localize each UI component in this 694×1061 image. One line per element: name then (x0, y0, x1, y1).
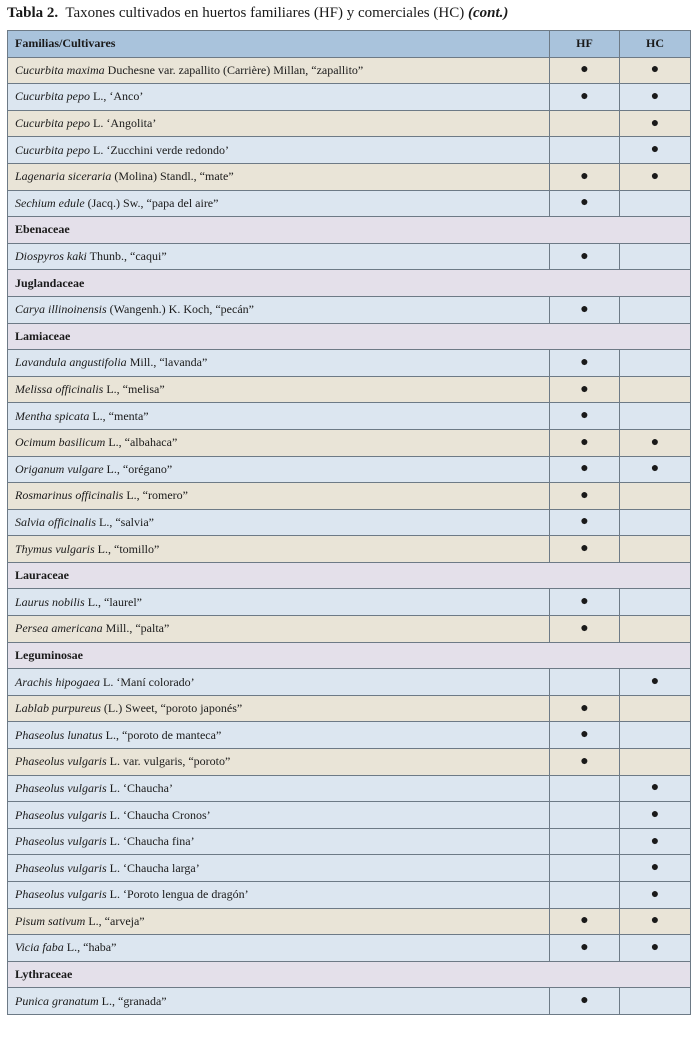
authority-and-common-name: (L.) Sweet, “poroto japonés” (100, 701, 243, 716)
scientific-name: Origanum vulgare (15, 461, 104, 476)
column-header-hc: HC (620, 31, 691, 58)
taxon-name (8, 749, 550, 776)
hc-cell (620, 882, 691, 909)
hf-bullet: ● (580, 993, 589, 1009)
taxon-name (8, 828, 550, 855)
hf-bullet: ● (580, 461, 589, 477)
taxon-row (8, 403, 691, 430)
taxon-name (8, 137, 550, 164)
hc-bullet: ● (650, 913, 660, 929)
scientific-name: Pisum sativum (15, 913, 86, 928)
family-name: Leguminosae (8, 642, 691, 669)
family-row (8, 217, 691, 244)
taxon-name (8, 163, 550, 190)
taxa-table (7, 30, 691, 1015)
scientific-name: Phaseolus lunatus (15, 727, 103, 742)
hc-bullet: ● (650, 168, 660, 184)
hf-bullet: ● (580, 939, 589, 955)
hc-bullet: ● (650, 88, 660, 104)
hc-cell (620, 296, 691, 323)
taxon-row (8, 616, 691, 643)
hf-cell (550, 456, 620, 483)
taxon-row (8, 376, 691, 403)
taxon-name (8, 110, 550, 137)
hf-cell (550, 802, 620, 829)
hf-cell (550, 669, 620, 696)
hc-cell (620, 802, 691, 829)
scientific-name: Salvia officinalis (15, 514, 96, 529)
hc-cell (620, 190, 691, 217)
hf-bullet: ● (580, 594, 589, 610)
authority-and-common-name: L. ‘Zucchini verde redondo’ (90, 142, 229, 157)
taxon-row (8, 190, 691, 217)
hc-cell (620, 855, 691, 882)
taxon-row (8, 296, 691, 323)
hc-cell (620, 243, 691, 270)
hc-cell (620, 908, 691, 935)
taxon-row (8, 802, 691, 829)
hf-bullet: ● (580, 620, 589, 636)
hc-cell (620, 403, 691, 430)
taxon-name (8, 84, 550, 111)
scientific-name: Phaseolus vulgaris (15, 834, 107, 849)
hc-bullet: ● (650, 434, 660, 450)
hc-cell (620, 376, 691, 403)
hf-bullet: ● (580, 487, 589, 503)
authority-and-common-name: L. ‘Poroto lengua de dragón’ (106, 887, 249, 902)
taxon-row (8, 429, 691, 456)
scientific-name: Cucurbita maxima (15, 62, 105, 77)
hc-bullet: ● (650, 780, 660, 796)
hc-cell (620, 483, 691, 510)
family-name: Ebenaceae (8, 217, 691, 244)
taxon-row (8, 84, 691, 111)
taxon-name (8, 722, 550, 749)
hf-bullet: ● (580, 727, 589, 743)
hf-bullet: ● (580, 168, 589, 184)
hf-cell (550, 616, 620, 643)
scientific-name: Sechium edule (15, 195, 85, 210)
hc-cell (620, 749, 691, 776)
taxon-row (8, 695, 691, 722)
scientific-name: Ocimum basilicum (15, 435, 106, 450)
header-row (8, 31, 691, 58)
authority-and-common-name: Mill., “lavanda” (126, 355, 208, 370)
scientific-name: Cucurbita pepo (15, 89, 90, 104)
authority-and-common-name: L. ‘Chaucha’ (106, 780, 173, 795)
family-name: Lauraceae (8, 562, 691, 589)
table-caption (7, 5, 508, 22)
taxon-name (8, 376, 550, 403)
authority-and-common-name: L., “orégano” (103, 461, 173, 476)
hc-cell (620, 57, 691, 84)
taxon-name (8, 350, 550, 377)
taxon-row (8, 483, 691, 510)
hf-bullet: ● (580, 700, 589, 716)
hc-bullet: ● (650, 115, 660, 131)
hf-cell (550, 908, 620, 935)
scientific-name: Phaseolus vulgaris (15, 807, 107, 822)
scientific-name: Lablab purpureus (15, 701, 101, 716)
hc-cell (620, 988, 691, 1015)
hf-cell (550, 695, 620, 722)
scientific-name: Lavandula angustifolia (15, 355, 127, 370)
taxon-row (8, 855, 691, 882)
hc-bullet: ● (650, 807, 660, 823)
authority-and-common-name: L., “granada” (98, 993, 167, 1008)
taxon-name (8, 190, 550, 217)
table-continued: (cont.) (467, 5, 509, 21)
scientific-name: Diospyros kaki (15, 249, 87, 264)
hf-cell (550, 296, 620, 323)
authority-and-common-name: Mill., “palta” (102, 621, 170, 636)
hf-bullet: ● (580, 514, 589, 530)
hf-bullet: ● (580, 434, 589, 450)
taxon-row (8, 163, 691, 190)
hf-cell (550, 376, 620, 403)
hf-cell (550, 84, 620, 111)
hf-bullet: ● (580, 541, 589, 557)
authority-and-common-name: Duchesne var. zapallito (Carrière) Millan, “zapallito” (104, 62, 364, 77)
hf-cell (550, 110, 620, 137)
taxon-name (8, 669, 550, 696)
scientific-name: Carya illinoinensis (15, 302, 107, 317)
hf-bullet: ● (580, 354, 589, 370)
hc-cell (620, 163, 691, 190)
hf-cell (550, 190, 620, 217)
authority-and-common-name: L., “menta” (89, 408, 149, 423)
taxon-name (8, 456, 550, 483)
scientific-name: Persea americana (15, 621, 103, 636)
scientific-name: Lagenaria siceraria (15, 169, 112, 184)
family-row (8, 642, 691, 669)
hc-bullet: ● (650, 62, 660, 78)
taxon-name (8, 509, 550, 536)
taxon-name (8, 882, 550, 909)
hf-cell (550, 882, 620, 909)
authority-and-common-name: L. ‘Chaucha Cronos’ (106, 807, 211, 822)
family-row (8, 270, 691, 297)
taxon-name (8, 802, 550, 829)
authority-and-common-name: L., “albahaca” (105, 435, 178, 450)
taxon-row (8, 908, 691, 935)
hf-cell (550, 536, 620, 563)
hf-bullet: ● (580, 88, 589, 104)
scientific-name: Laurus nobilis (15, 594, 85, 609)
authority-and-common-name: L., “tomillo” (94, 541, 160, 556)
taxon-row (8, 669, 691, 696)
authority-and-common-name: L., “arveja” (85, 913, 145, 928)
hf-bullet: ● (580, 301, 589, 317)
hf-cell (550, 855, 620, 882)
taxon-row (8, 456, 691, 483)
taxon-name (8, 483, 550, 510)
hf-bullet: ● (580, 408, 589, 424)
taxon-row (8, 828, 691, 855)
taxon-row (8, 137, 691, 164)
hf-bullet: ● (580, 195, 589, 211)
hf-cell (550, 749, 620, 776)
taxon-row (8, 110, 691, 137)
scientific-name: Cucurbita pepo (15, 116, 90, 131)
scientific-name: Phaseolus vulgaris (15, 860, 107, 875)
authority-and-common-name: (Wangenh.) K. Koch, “pecán” (106, 302, 254, 317)
taxon-name (8, 296, 550, 323)
authority-and-common-name: L., “laurel” (84, 594, 142, 609)
hc-cell (620, 84, 691, 111)
taxon-row (8, 988, 691, 1015)
hf-cell (550, 57, 620, 84)
authority-and-common-name: (Jacq.) Sw., “papa del aire” (84, 195, 219, 210)
authority-and-common-name: L., “salvia” (96, 514, 154, 529)
taxon-name (8, 403, 550, 430)
hf-cell (550, 722, 620, 749)
hc-bullet: ● (650, 142, 660, 158)
taxon-name (8, 775, 550, 802)
hf-cell (550, 509, 620, 536)
hf-cell (550, 589, 620, 616)
taxon-name (8, 908, 550, 935)
column-header-hf: HF (550, 31, 620, 58)
hc-bullet: ● (650, 939, 660, 955)
hf-cell (550, 163, 620, 190)
hc-cell (620, 137, 691, 164)
hc-cell (620, 722, 691, 749)
family-name: Lamiaceae (8, 323, 691, 350)
taxon-name (8, 57, 550, 84)
authority-and-common-name: L., “melisa” (103, 382, 165, 397)
family-row (8, 961, 691, 988)
hf-cell (550, 403, 620, 430)
authority-and-common-name: L. var. vulgaris, “poroto” (106, 754, 231, 769)
authority-and-common-name: L. ‘Chaucha fina’ (106, 834, 195, 849)
taxon-name (8, 536, 550, 563)
authority-and-common-name: L., “poroto de manteca” (102, 727, 222, 742)
family-row (8, 562, 691, 589)
scientific-name: Rosmarinus officinalis (15, 488, 124, 503)
hc-cell (620, 669, 691, 696)
scientific-name: Phaseolus vulgaris (15, 754, 107, 769)
authority-and-common-name: L., “romero” (123, 488, 188, 503)
taxon-row (8, 882, 691, 909)
hc-cell (620, 828, 691, 855)
hc-bullet: ● (650, 886, 660, 902)
hc-cell (620, 350, 691, 377)
column-header-name: Familias/Cultivares (8, 31, 550, 58)
taxon-row (8, 57, 691, 84)
authority-and-common-name: L. ‘Maní colorado’ (100, 674, 195, 689)
taxon-name (8, 429, 550, 456)
scientific-name: Melissa officinalis (15, 382, 104, 397)
taxon-row (8, 509, 691, 536)
hc-cell (620, 935, 691, 962)
authority-and-common-name: Thunb., “caqui” (86, 249, 167, 264)
hc-cell (620, 589, 691, 616)
table-title: Taxones cultivados en huertos familiares (HF) y comerciales (HC) (65, 5, 465, 21)
authority-and-common-name: L. ‘Angolita’ (90, 116, 157, 131)
table-label: Tabla 2. (7, 5, 59, 21)
hf-cell (550, 483, 620, 510)
family-name: Juglandaceae (8, 270, 691, 297)
hf-bullet: ● (580, 381, 589, 397)
hc-cell (620, 429, 691, 456)
scientific-name: Mentha spicata (15, 408, 90, 423)
hc-cell (620, 536, 691, 563)
hf-cell (550, 429, 620, 456)
taxon-name (8, 855, 550, 882)
hc-cell (620, 456, 691, 483)
hc-bullet: ● (650, 833, 660, 849)
hc-bullet: ● (650, 674, 660, 690)
taxon-row (8, 350, 691, 377)
hc-cell (620, 775, 691, 802)
scientific-name: Phaseolus vulgaris (15, 780, 107, 795)
hc-cell (620, 509, 691, 536)
scientific-name: Phaseolus vulgaris (15, 887, 107, 902)
taxon-row (8, 243, 691, 270)
hf-cell (550, 350, 620, 377)
scientific-name: Thymus vulgaris (15, 541, 95, 556)
hf-cell (550, 988, 620, 1015)
authority-and-common-name: L., ‘Anco’ (90, 89, 144, 104)
taxon-row (8, 749, 691, 776)
hf-bullet: ● (580, 62, 589, 78)
scientific-name: Arachis hipogaea (15, 674, 100, 689)
taxon-name (8, 589, 550, 616)
hc-bullet: ● (650, 461, 660, 477)
taxon-row (8, 722, 691, 749)
taxon-name (8, 935, 550, 962)
hf-cell (550, 935, 620, 962)
taxon-row (8, 775, 691, 802)
taxon-name (8, 243, 550, 270)
scientific-name: Vicia faba (15, 940, 64, 955)
hf-cell (550, 775, 620, 802)
hc-cell (620, 616, 691, 643)
hc-cell (620, 110, 691, 137)
family-name: Lythraceae (8, 961, 691, 988)
authority-and-common-name: (Molina) Standl., “mate” (111, 169, 234, 184)
scientific-name: Punica granatum (15, 993, 99, 1008)
hc-bullet: ● (650, 860, 660, 876)
hf-bullet: ● (580, 248, 589, 264)
hc-cell (620, 695, 691, 722)
authority-and-common-name: L. ‘Chaucha larga’ (106, 860, 200, 875)
family-row (8, 323, 691, 350)
taxon-name (8, 988, 550, 1015)
scientific-name: Cucurbita pepo (15, 142, 90, 157)
hf-cell (550, 137, 620, 164)
taxon-row (8, 935, 691, 962)
taxon-row (8, 589, 691, 616)
taxon-name (8, 616, 550, 643)
hf-cell (550, 243, 620, 270)
taxon-row (8, 536, 691, 563)
authority-and-common-name: L., “haba” (63, 940, 117, 955)
hf-bullet: ● (580, 913, 589, 929)
hf-bullet: ● (580, 753, 589, 769)
taxon-name (8, 695, 550, 722)
hf-cell (550, 828, 620, 855)
